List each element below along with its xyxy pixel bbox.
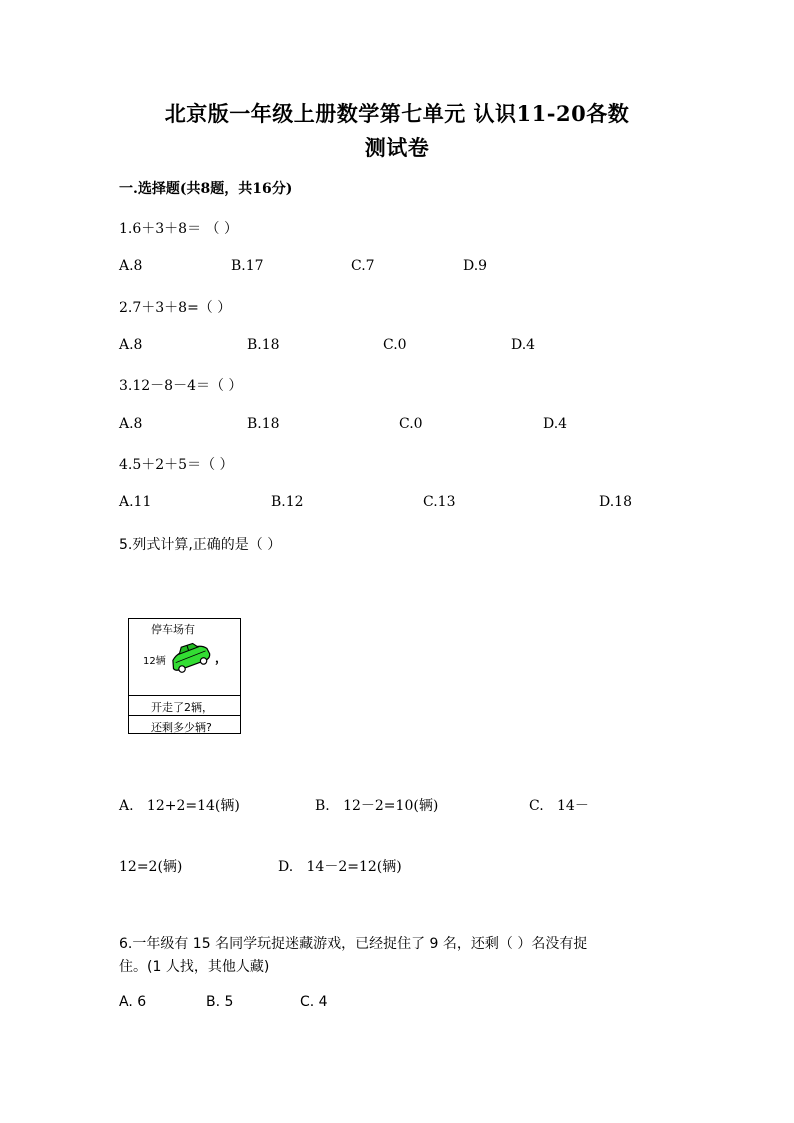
question-3-stem: 3.12－8－4＝（ ）: [119, 378, 243, 394]
question-4-stem: 4.5＋2＋5＝（ ）: [119, 457, 234, 473]
green-car-icon: [167, 641, 213, 675]
question-5-option-c: C. 14－: [529, 798, 589, 814]
question-6-stem: 6.一年级有 15 名同学玩捉迷藏游戏，已经捉住了 9 名，还剩（ ）名没有捉: [119, 936, 588, 952]
question-5-option-d: D. 14－2=12(辆): [278, 859, 402, 875]
question-1-option-c: C.7: [351, 258, 375, 274]
parking-lot-picture: [128, 618, 241, 734]
question-6-option-a: A. 6: [119, 994, 147, 1010]
picture-divider: [129, 695, 240, 696]
page-title-line2: 测试卷: [364, 135, 430, 160]
question-1-option-a: A.8: [119, 258, 143, 274]
question-3-option-d: D.4: [543, 416, 568, 432]
picture-comma: ，: [215, 651, 228, 665]
picture-divider: [129, 715, 240, 716]
question-2-stem: 2.7＋3＋8=（ ）: [119, 300, 232, 316]
question-4-option-b: B.12: [271, 494, 304, 510]
picture-mid-text: 开走了2辆，: [151, 701, 213, 714]
question-5-option-c-cont: 12=2(辆): [119, 859, 183, 875]
question-5-option-a: A. 12+2=14(辆): [119, 798, 240, 814]
question-5-option-b: B. 12－2=10(辆): [315, 798, 439, 814]
question-4-option-c: C.13: [423, 494, 456, 510]
question-6-option-c: C. 4: [300, 994, 328, 1010]
question-1-option-d: D.9: [463, 258, 488, 274]
section-heading: 一.选择题(共8题，共16分): [119, 181, 293, 197]
question-1-stem: 1.6＋3＋8＝ （ ）: [119, 221, 238, 237]
question-6-stem-line2: 住。(1 人找，其他人藏): [119, 959, 270, 975]
question-4-option-a: A.11: [119, 494, 152, 510]
page-title: 北京版一年级上册数学第七单元 认识11-20各数: [164, 101, 630, 126]
question-1-option-b: B.17: [231, 258, 264, 274]
question-3-option-a: A.8: [119, 416, 143, 432]
picture-top-text: 停车场有: [151, 623, 195, 636]
question-5-stem: 5.列式计算,正确的是（ ）: [119, 537, 282, 553]
question-2-option-b: B.18: [247, 337, 280, 353]
question-2-option-a: A.8: [119, 337, 143, 353]
question-6-option-b: B. 5: [206, 994, 234, 1010]
picture-count-text: 12辆: [143, 656, 166, 667]
question-4-option-d: D.18: [599, 494, 632, 510]
question-3-option-c: C.0: [399, 416, 423, 432]
question-3-option-b: B.18: [247, 416, 280, 432]
question-2-option-c: C.0: [383, 337, 407, 353]
question-2-option-d: D.4: [511, 337, 536, 353]
picture-bottom-text: 还剩多少辆?: [151, 721, 212, 734]
